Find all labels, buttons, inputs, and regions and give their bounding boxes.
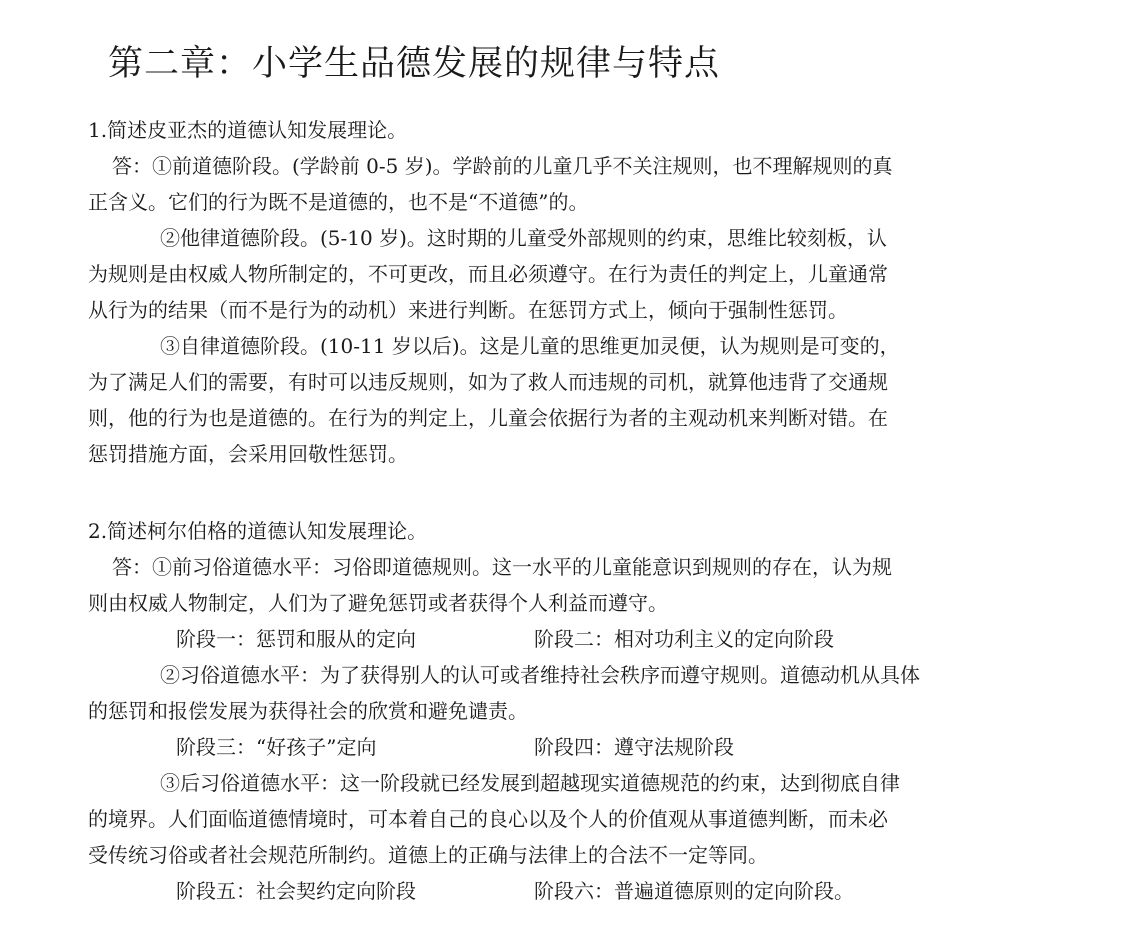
q2-answer-line: 则由权威人物制定，人们为了避免惩罚或者获得个人利益而遵守。: [88, 591, 668, 615]
q2-answer-line: ②习俗道德水平：为了获得别人的认可或者维持社会秩序而遵守规则。道德动机从具体: [160, 663, 920, 687]
q1-answer-line: 为了满足人们的需要，有时可以违反规则，如为了救人而违规的司机，就算他违背了交通规: [88, 370, 888, 394]
q1-answer-line: 答：①前道德阶段。(学龄前 0-5 岁)。学龄前的儿童几乎不关注规则，也不理解规则的真: [112, 154, 893, 178]
q2-answer-line: ③后习俗道德水平：这一阶段就已经发展到超越现实道德规范的约束，达到彻底自律: [160, 771, 900, 795]
q1-answer-line: 则，他的行为也是道德的。在行为的判定上，儿童会依据行为者的主观动机来判断对错。在: [88, 406, 888, 430]
chapter-title: 第二章：小学生品德发展的规律与特点: [108, 44, 721, 84]
question-1-heading: 1.简述皮亚杰的道德认知发展理论。: [88, 118, 408, 142]
stage-6: 阶段六：普遍道德原则的定向阶段。: [534, 879, 854, 903]
q2-answer-line: 的境界。人们面临道德情境时，可本着自己的良心以及个人的价值观从事道德判断，而未必: [88, 807, 888, 831]
q2-answer-line: 答：①前习俗道德水平：习俗即道德规则。这一水平的儿童能意识到规则的存在，认为规: [112, 555, 892, 579]
q1-answer-line: ②他律道德阶段。(5-10 岁)。这时期的儿童受外部规则的约束，思维比较刻板，认: [160, 226, 887, 250]
stage-5: 阶段五：社会契约定向阶段: [176, 879, 416, 903]
q1-answer-line: 为规则是由权威人物所制定的，不可更改，而且必须遵守。在行为责任的判定上，儿童通常: [88, 262, 888, 286]
q1-answer-line: ③自律道德阶段。(10-11 岁以后)。这是儿童的思维更加灵便，认为规则是可变的，: [160, 334, 900, 358]
q1-answer-line: 惩罚措施方面，会采用回敬性惩罚。: [88, 442, 408, 466]
stage-3: 阶段三：“好孩子”定向: [176, 735, 377, 759]
q1-answer-line: 正含义。它们的行为既不是道德的，也不是“不道德”的。: [88, 190, 589, 214]
question-2-heading: 2.简述柯尔伯格的道德认知发展理论。: [88, 519, 428, 543]
q1-answer-line: 从行为的结果（而不是行为的动机）来进行判断。在惩罚方式上，倾向于强制性惩罚。: [88, 298, 848, 322]
stage-1: 阶段一：惩罚和服从的定向: [176, 627, 416, 651]
q2-answer-line: 的惩罚和报偿发展为获得社会的欣赏和避免谴责。: [88, 699, 528, 723]
stage-4: 阶段四：遵守法规阶段: [534, 735, 734, 759]
stage-2: 阶段二：相对功利主义的定向阶段: [534, 627, 834, 651]
q2-answer-line: 受传统习俗或者社会规范所制约。道德上的正确与法律上的合法不一定等同。: [88, 843, 768, 867]
